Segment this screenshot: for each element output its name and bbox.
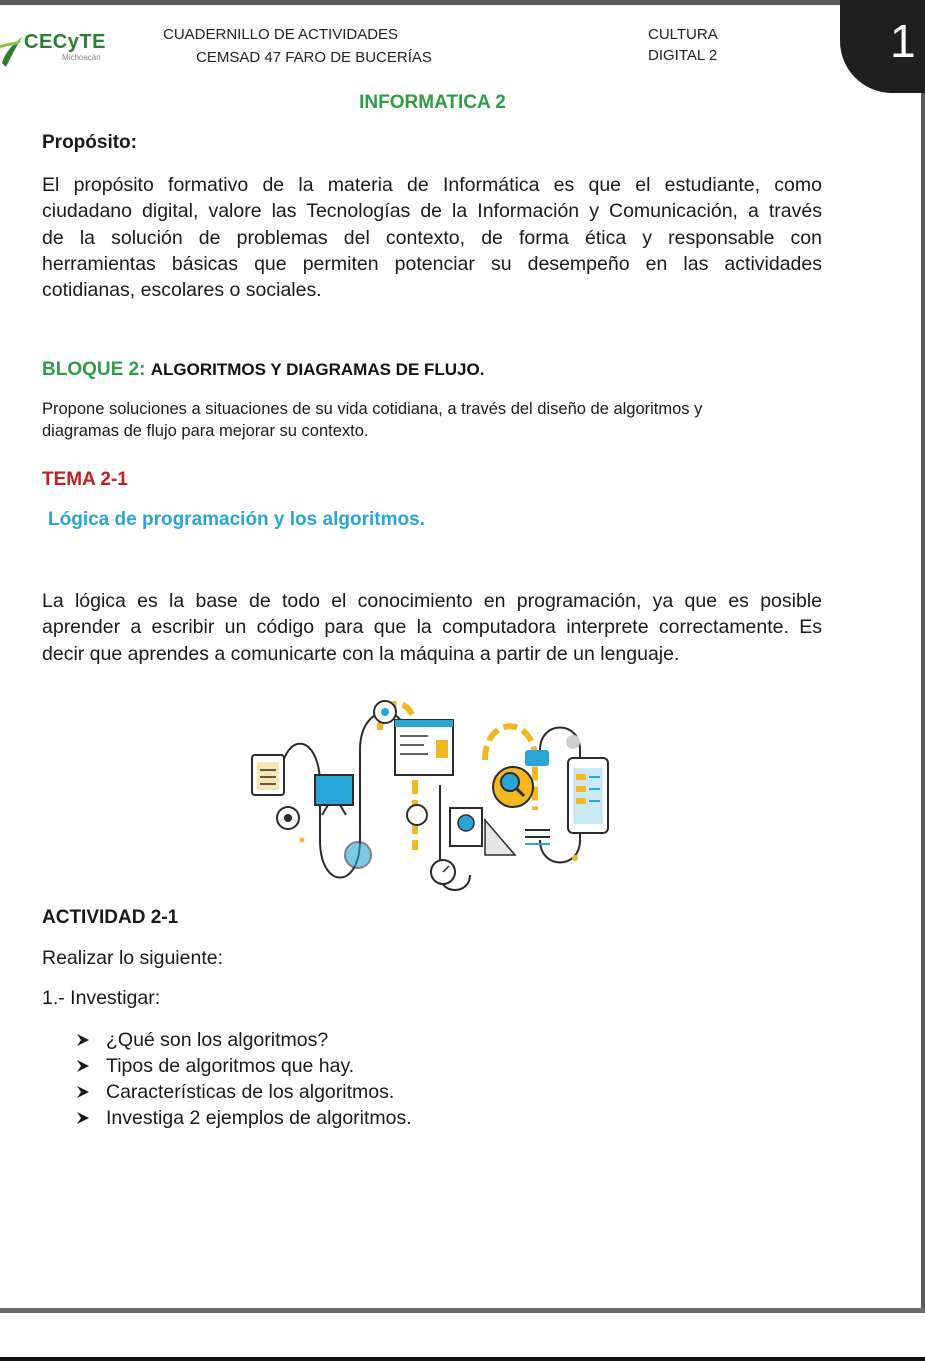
arrow-bullet-icon bbox=[76, 1033, 90, 1047]
topic-title: Lógica de programación y los algoritmos. bbox=[48, 509, 425, 530]
block-description-line: diagramas de flujo para mejorar su contexto. bbox=[42, 422, 369, 440]
top-border bbox=[0, 0, 925, 5]
subject-line-2: DIGITAL 2 bbox=[648, 47, 718, 64]
list-item-text: Tipos de algoritmos que hay. bbox=[106, 1055, 355, 1077]
purpose-line: cotidianas, escolares o sociales. bbox=[42, 279, 322, 302]
topic-label: TEMA 2-1 bbox=[42, 469, 128, 490]
page-number: 1 bbox=[890, 15, 916, 67]
subject-line-1: CULTURA bbox=[648, 26, 718, 43]
header-line-1: CUADERNILLO DE ACTIVIDADES bbox=[163, 26, 399, 43]
block-label: BLOQUE 2: bbox=[42, 359, 146, 380]
block-description-line: Propone soluciones a situaciones de su vida cotidiana, a través del diseño de algoritmos y bbox=[42, 400, 703, 418]
block-description bbox=[42, 398, 832, 442]
activity-title: ACTIVIDAD 2-1 bbox=[42, 907, 179, 928]
logic-line: decir que aprendes a comunicarte con la máquina a partir de un lenguaje. bbox=[42, 642, 680, 665]
arrow-bullet-icon bbox=[76, 1085, 90, 1099]
list-item bbox=[76, 1053, 412, 1079]
page-title: INFORMATICA 2 bbox=[359, 92, 506, 113]
purpose-line: de la solución de problemas del contexto, de forma ética y responsable con bbox=[42, 226, 822, 249]
arrow-bullet-icon bbox=[76, 1111, 90, 1125]
page-edge-line bbox=[0, 1357, 925, 1361]
list-item bbox=[76, 1105, 412, 1131]
list-item-text: Características de los algoritmos. bbox=[106, 1081, 395, 1103]
list-item bbox=[76, 1027, 412, 1053]
list-item-text: Investiga 2 ejemplos de algoritmos. bbox=[106, 1107, 412, 1129]
logo-text: CECyTE bbox=[24, 31, 106, 53]
logic-line: La lógica es la base de todo el conocimiento en programación, ya que es posible bbox=[42, 590, 822, 612]
list-item bbox=[76, 1079, 412, 1105]
header-line-2: CEMSAD 47 FARO DE BUCERÍAS bbox=[196, 49, 432, 66]
bottom-border bbox=[0, 1308, 925, 1313]
arrow-bullet-icon bbox=[76, 1059, 90, 1073]
programming-illustration bbox=[240, 690, 640, 895]
block-title: ALGORITMOS Y DIAGRAMAS DE FLUJO. bbox=[150, 360, 485, 379]
purpose-line: herramientas básicas que permiten potenciar su desempeño en las actividades bbox=[42, 252, 822, 275]
purpose-line: ciudadano digital, valore las Tecnologías de la Información y Comunicación, a través bbox=[42, 200, 822, 223]
purpose-line: El propósito formativo de la materia de Informática es que el estudiante, como bbox=[42, 174, 822, 196]
activity-instruction: Realizar lo siguiente: bbox=[42, 947, 224, 969]
activity-step: 1.- Investigar: bbox=[42, 987, 161, 1009]
logic-line: aprender a escribir un código para que la computadora interprete correctamente. Es bbox=[42, 616, 822, 639]
logic-paragraph bbox=[42, 588, 822, 667]
block-heading bbox=[42, 359, 484, 381]
logo-subtext: Michoacán bbox=[62, 53, 101, 62]
purpose-label: Propósito: bbox=[42, 132, 137, 153]
right-border bbox=[921, 0, 925, 1312]
purpose-paragraph bbox=[42, 172, 822, 303]
list-item-text: ¿Qué son los algoritmos? bbox=[106, 1029, 329, 1051]
research-list bbox=[76, 1027, 412, 1131]
